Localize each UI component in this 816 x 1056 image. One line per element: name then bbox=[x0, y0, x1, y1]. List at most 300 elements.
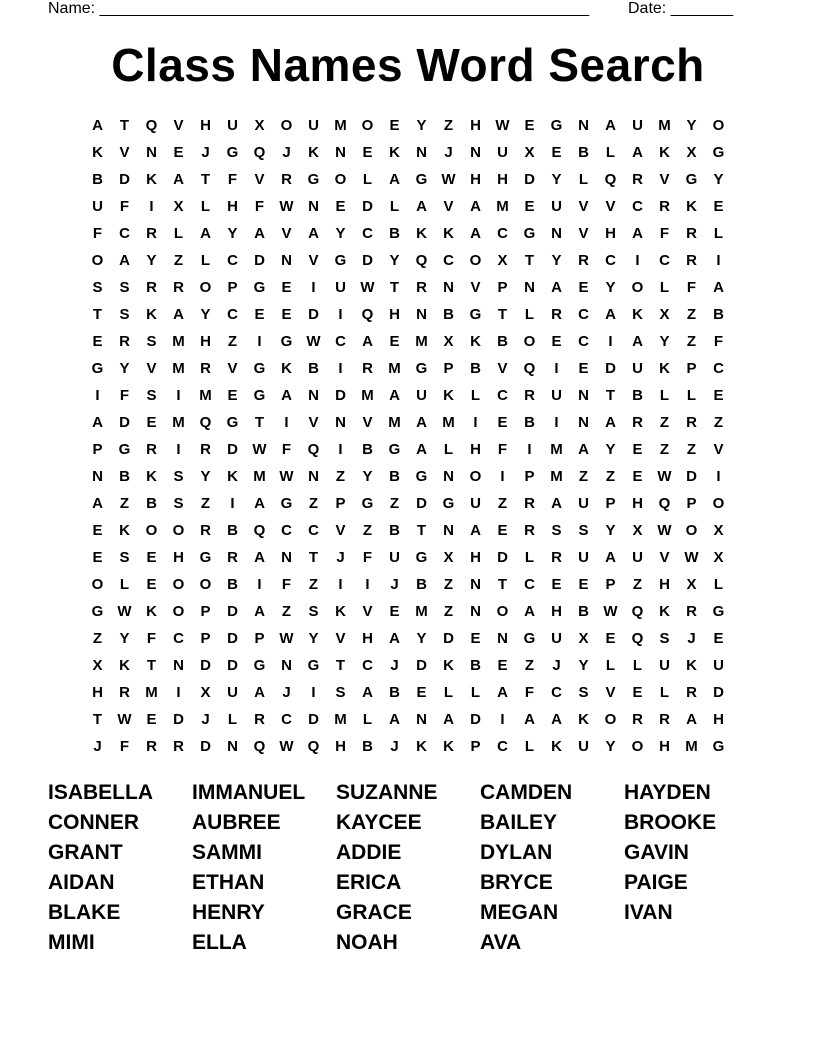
grid-letter[interactable]: B bbox=[92, 171, 103, 188]
grid-letter[interactable]: G bbox=[118, 441, 131, 458]
grid-letter[interactable]: L bbox=[470, 684, 481, 701]
grid-letter[interactable]: P bbox=[200, 630, 211, 647]
grid-letter[interactable]: A bbox=[497, 684, 508, 701]
grid-letter[interactable]: Z bbox=[119, 495, 130, 512]
grid-letter[interactable]: F bbox=[227, 171, 238, 188]
grid-letter[interactable]: A bbox=[416, 414, 427, 431]
grid-letter[interactable]: W bbox=[495, 117, 510, 134]
grid-letter[interactable]: U bbox=[227, 684, 238, 701]
grid-letter[interactable]: G bbox=[550, 117, 563, 134]
grid-letter[interactable]: W bbox=[252, 441, 267, 458]
grid-letter[interactable]: W bbox=[603, 603, 618, 620]
grid-letter[interactable]: H bbox=[173, 549, 184, 566]
grid-letter[interactable]: G bbox=[307, 657, 320, 674]
grid-letter[interactable]: I bbox=[716, 252, 721, 269]
grid-letter[interactable]: U bbox=[92, 198, 103, 215]
grid-letter[interactable]: M bbox=[172, 414, 185, 431]
grid-letter[interactable]: B bbox=[578, 144, 589, 161]
grid-letter[interactable]: E bbox=[551, 333, 562, 350]
grid-letter[interactable]: R bbox=[632, 171, 643, 188]
grid-letter[interactable]: S bbox=[659, 630, 670, 647]
grid-letter[interactable]: Y bbox=[605, 522, 616, 539]
grid-letter[interactable]: E bbox=[389, 117, 400, 134]
grid-letter[interactable]: I bbox=[527, 441, 532, 458]
grid-letter[interactable]: V bbox=[578, 198, 589, 215]
grid-letter[interactable]: H bbox=[605, 225, 616, 242]
grid-letter[interactable]: R bbox=[146, 738, 157, 755]
grid-letter[interactable]: W bbox=[657, 468, 672, 485]
grid-letter[interactable]: Y bbox=[335, 225, 346, 242]
grid-letter[interactable]: J bbox=[390, 657, 399, 674]
grid-letter[interactable]: O bbox=[172, 576, 185, 593]
grid-letter[interactable]: D bbox=[524, 171, 535, 188]
grid-letter[interactable]: F bbox=[362, 549, 373, 566]
grid-letter[interactable]: C bbox=[713, 360, 724, 377]
grid-letter[interactable]: C bbox=[281, 522, 292, 539]
grid-letter[interactable]: D bbox=[497, 549, 508, 566]
grid-letter[interactable]: K bbox=[659, 360, 670, 377]
grid-letter[interactable]: V bbox=[578, 225, 589, 242]
grid-letter[interactable]: G bbox=[388, 441, 401, 458]
grid-letter[interactable]: T bbox=[146, 657, 157, 674]
grid-letter[interactable]: T bbox=[119, 117, 130, 134]
grid-letter[interactable]: A bbox=[281, 387, 292, 404]
grid-letter[interactable]: K bbox=[416, 738, 427, 755]
grid-letter[interactable]: V bbox=[173, 117, 184, 134]
grid-letter[interactable]: I bbox=[176, 684, 181, 701]
grid-letter[interactable]: J bbox=[201, 144, 210, 161]
grid-letter[interactable]: Y bbox=[605, 441, 616, 458]
grid-letter[interactable]: F bbox=[146, 630, 157, 647]
grid-letter[interactable]: A bbox=[200, 225, 211, 242]
grid-letter[interactable]: C bbox=[497, 387, 508, 404]
grid-letter[interactable]: E bbox=[713, 198, 724, 215]
grid-letter[interactable]: C bbox=[362, 225, 373, 242]
grid-letter[interactable]: B bbox=[119, 468, 130, 485]
grid-letter[interactable]: C bbox=[308, 522, 319, 539]
grid-letter[interactable]: D bbox=[443, 630, 454, 647]
grid-letter[interactable]: C bbox=[119, 225, 130, 242]
grid-letter[interactable]: F bbox=[92, 225, 103, 242]
grid-letter[interactable]: Q bbox=[307, 441, 320, 458]
grid-letter[interactable]: B bbox=[497, 333, 508, 350]
grid-letter[interactable]: E bbox=[362, 144, 373, 161]
grid-letter[interactable]: L bbox=[632, 657, 643, 674]
grid-letter[interactable]: V bbox=[362, 603, 373, 620]
grid-letter[interactable]: A bbox=[551, 711, 562, 728]
grid-letter[interactable]: R bbox=[632, 711, 643, 728]
grid-letter[interactable]: B bbox=[389, 684, 400, 701]
grid-letter[interactable]: U bbox=[308, 117, 319, 134]
grid-letter[interactable]: U bbox=[659, 657, 670, 674]
grid-letter[interactable]: L bbox=[659, 279, 670, 296]
grid-letter[interactable]: K bbox=[578, 711, 589, 728]
grid-letter[interactable]: Q bbox=[658, 495, 671, 512]
grid-letter[interactable]: K bbox=[632, 306, 643, 323]
grid-letter[interactable]: K bbox=[92, 144, 103, 161]
grid-letter[interactable]: L bbox=[227, 711, 238, 728]
grid-letter[interactable]: T bbox=[308, 549, 319, 566]
grid-letter[interactable]: B bbox=[362, 738, 373, 755]
grid-letter[interactable]: O bbox=[91, 252, 104, 269]
grid-letter[interactable]: O bbox=[523, 333, 536, 350]
grid-letter[interactable]: A bbox=[524, 711, 535, 728]
grid-letter[interactable]: C bbox=[659, 252, 670, 269]
grid-letter[interactable]: N bbox=[335, 144, 346, 161]
grid-letter[interactable]: A bbox=[578, 441, 589, 458]
grid-letter[interactable]: S bbox=[578, 684, 589, 701]
grid-letter[interactable]: E bbox=[605, 630, 616, 647]
grid-letter[interactable]: B bbox=[362, 441, 373, 458]
grid-letter[interactable]: L bbox=[362, 711, 373, 728]
grid-letter[interactable]: X bbox=[92, 657, 103, 674]
grid-letter[interactable]: U bbox=[632, 549, 643, 566]
grid-letter[interactable]: M bbox=[334, 117, 347, 134]
grid-letter[interactable]: A bbox=[605, 549, 616, 566]
grid-letter[interactable]: E bbox=[551, 576, 562, 593]
grid-letter[interactable]: Z bbox=[632, 576, 643, 593]
grid-letter[interactable]: L bbox=[524, 306, 535, 323]
grid-letter[interactable]: R bbox=[686, 252, 697, 269]
grid-letter[interactable]: E bbox=[227, 387, 238, 404]
grid-letter[interactable]: I bbox=[257, 333, 262, 350]
grid-letter[interactable]: G bbox=[415, 468, 428, 485]
grid-letter[interactable]: O bbox=[685, 522, 698, 539]
grid-letter[interactable]: K bbox=[443, 657, 454, 674]
grid-letter[interactable]: K bbox=[146, 468, 157, 485]
grid-letter[interactable]: V bbox=[254, 171, 265, 188]
grid-letter[interactable]: H bbox=[200, 117, 211, 134]
grid-letter[interactable]: O bbox=[172, 603, 185, 620]
grid-letter[interactable]: Q bbox=[631, 603, 644, 620]
grid-letter[interactable]: D bbox=[200, 738, 211, 755]
grid-letter[interactable]: U bbox=[389, 549, 400, 566]
grid-letter[interactable]: O bbox=[334, 171, 347, 188]
grid-letter[interactable]: R bbox=[551, 549, 562, 566]
grid-letter[interactable]: Z bbox=[92, 630, 103, 647]
grid-letter[interactable]: R bbox=[200, 522, 211, 539]
grid-letter[interactable]: W bbox=[117, 603, 132, 620]
grid-letter[interactable]: N bbox=[497, 630, 508, 647]
grid-letter[interactable]: H bbox=[470, 549, 481, 566]
grid-letter[interactable]: E bbox=[713, 630, 724, 647]
grid-letter[interactable]: E bbox=[416, 684, 427, 701]
grid-letter[interactable]: K bbox=[335, 603, 346, 620]
grid-letter[interactable]: D bbox=[308, 711, 319, 728]
grid-letter[interactable]: N bbox=[578, 117, 589, 134]
grid-letter[interactable]: P bbox=[443, 360, 454, 377]
grid-letter[interactable]: Z bbox=[497, 495, 508, 512]
grid-letter[interactable]: A bbox=[173, 171, 184, 188]
grid-letter[interactable]: N bbox=[416, 306, 427, 323]
grid-letter[interactable]: P bbox=[227, 279, 238, 296]
grid-letter[interactable]: S bbox=[146, 333, 157, 350]
grid-letter[interactable]: H bbox=[200, 333, 211, 350]
grid-letter[interactable]: N bbox=[173, 657, 184, 674]
grid-letter[interactable]: Y bbox=[551, 252, 562, 269]
grid-letter[interactable]: C bbox=[227, 252, 238, 269]
grid-letter[interactable]: V bbox=[281, 225, 292, 242]
grid-letter[interactable]: L bbox=[470, 387, 481, 404]
grid-letter[interactable]: P bbox=[254, 630, 265, 647]
grid-letter[interactable]: E bbox=[497, 657, 508, 674]
grid-letter[interactable]: T bbox=[416, 522, 427, 539]
grid-letter[interactable]: I bbox=[500, 468, 505, 485]
grid-letter[interactable]: I bbox=[338, 576, 343, 593]
grid-letter[interactable]: U bbox=[497, 144, 508, 161]
grid-letter[interactable]: I bbox=[554, 360, 559, 377]
grid-letter[interactable]: D bbox=[227, 630, 238, 647]
grid-letter[interactable]: J bbox=[201, 711, 210, 728]
grid-letter[interactable]: E bbox=[254, 306, 265, 323]
grid-letter[interactable]: A bbox=[254, 684, 265, 701]
grid-letter[interactable]: J bbox=[687, 630, 696, 647]
grid-letter[interactable]: Q bbox=[145, 117, 158, 134]
grid-letter[interactable]: O bbox=[631, 279, 644, 296]
grid-letter[interactable]: C bbox=[281, 711, 292, 728]
grid-letter[interactable]: N bbox=[281, 252, 292, 269]
grid-letter[interactable]: U bbox=[551, 630, 562, 647]
grid-letter[interactable]: L bbox=[443, 441, 454, 458]
grid-letter[interactable]: E bbox=[335, 198, 346, 215]
grid-letter[interactable]: M bbox=[199, 387, 212, 404]
grid-letter[interactable]: U bbox=[551, 198, 562, 215]
grid-letter[interactable]: L bbox=[524, 738, 535, 755]
grid-letter[interactable]: I bbox=[311, 279, 316, 296]
grid-letter[interactable]: E bbox=[551, 144, 562, 161]
grid-letter[interactable]: D bbox=[119, 171, 130, 188]
grid-letter[interactable]: D bbox=[227, 603, 238, 620]
grid-letter[interactable]: E bbox=[146, 414, 157, 431]
grid-letter[interactable]: G bbox=[280, 495, 293, 512]
grid-letter[interactable]: I bbox=[716, 468, 721, 485]
grid-letter[interactable]: R bbox=[659, 711, 670, 728]
grid-letter[interactable]: N bbox=[308, 387, 319, 404]
grid-letter[interactable]: T bbox=[200, 171, 211, 188]
grid-letter[interactable]: D bbox=[119, 414, 130, 431]
grid-letter[interactable]: M bbox=[415, 603, 428, 620]
grid-letter[interactable]: V bbox=[227, 360, 238, 377]
grid-letter[interactable]: W bbox=[279, 738, 294, 755]
grid-letter[interactable]: V bbox=[713, 441, 724, 458]
grid-letter[interactable]: X bbox=[524, 144, 535, 161]
grid-letter[interactable]: R bbox=[119, 684, 130, 701]
grid-letter[interactable]: K bbox=[119, 522, 130, 539]
grid-letter[interactable]: H bbox=[497, 171, 508, 188]
grid-letter[interactable]: M bbox=[334, 711, 347, 728]
grid-letter[interactable]: C bbox=[578, 333, 589, 350]
grid-letter[interactable]: M bbox=[388, 360, 401, 377]
grid-letter[interactable]: U bbox=[416, 387, 427, 404]
grid-letter[interactable]: I bbox=[338, 306, 343, 323]
grid-letter[interactable]: Z bbox=[443, 603, 454, 620]
grid-letter[interactable]: W bbox=[117, 711, 132, 728]
grid-letter[interactable]: F bbox=[119, 738, 130, 755]
grid-letter[interactable]: L bbox=[389, 198, 400, 215]
grid-letter[interactable]: P bbox=[686, 495, 697, 512]
grid-letter[interactable]: K bbox=[551, 738, 562, 755]
grid-letter[interactable]: N bbox=[443, 468, 454, 485]
grid-letter[interactable]: Q bbox=[631, 630, 644, 647]
grid-letter[interactable]: Y bbox=[416, 117, 427, 134]
grid-letter[interactable]: S bbox=[92, 279, 103, 296]
grid-letter[interactable]: M bbox=[658, 117, 671, 134]
grid-letter[interactable]: N bbox=[281, 549, 292, 566]
grid-letter[interactable]: R bbox=[524, 387, 535, 404]
grid-letter[interactable]: G bbox=[253, 279, 266, 296]
grid-letter[interactable]: H bbox=[227, 198, 238, 215]
grid-letter[interactable]: V bbox=[443, 198, 454, 215]
grid-letter[interactable]: L bbox=[200, 198, 211, 215]
grid-letter[interactable]: A bbox=[389, 171, 400, 188]
grid-letter[interactable]: B bbox=[632, 387, 643, 404]
grid-letter[interactable]: I bbox=[608, 333, 613, 350]
grid-letter[interactable]: V bbox=[470, 279, 481, 296]
grid-letter[interactable]: B bbox=[470, 657, 481, 674]
grid-letter[interactable]: O bbox=[199, 279, 212, 296]
grid-letter[interactable]: I bbox=[176, 441, 181, 458]
grid-letter[interactable]: A bbox=[254, 225, 265, 242]
grid-letter[interactable]: Z bbox=[659, 441, 670, 458]
grid-letter[interactable]: S bbox=[146, 387, 157, 404]
grid-letter[interactable]: I bbox=[176, 387, 181, 404]
grid-letter[interactable]: M bbox=[496, 198, 509, 215]
grid-letter[interactable]: T bbox=[254, 414, 265, 431]
grid-letter[interactable]: E bbox=[632, 684, 643, 701]
grid-letter[interactable]: N bbox=[335, 414, 346, 431]
grid-letter[interactable]: E bbox=[470, 630, 481, 647]
grid-letter[interactable]: X bbox=[173, 198, 184, 215]
grid-letter[interactable]: A bbox=[389, 711, 400, 728]
grid-letter[interactable]: C bbox=[362, 657, 373, 674]
grid-letter[interactable]: M bbox=[145, 684, 158, 701]
grid-letter[interactable]: N bbox=[416, 144, 427, 161]
grid-letter[interactable]: E bbox=[497, 522, 508, 539]
grid-letter[interactable]: S bbox=[551, 522, 562, 539]
grid-letter[interactable]: B bbox=[470, 360, 481, 377]
grid-letter[interactable]: H bbox=[470, 117, 481, 134]
grid-letter[interactable]: B bbox=[416, 576, 427, 593]
grid-letter[interactable]: R bbox=[281, 171, 292, 188]
grid-letter[interactable]: Z bbox=[524, 657, 535, 674]
grid-letter[interactable]: E bbox=[632, 441, 643, 458]
grid-letter[interactable]: Y bbox=[146, 252, 157, 269]
grid-letter[interactable]: H bbox=[632, 495, 643, 512]
grid-letter[interactable]: A bbox=[470, 198, 481, 215]
grid-letter[interactable]: D bbox=[362, 252, 373, 269]
grid-letter[interactable]: F bbox=[524, 684, 535, 701]
grid-letter[interactable]: W bbox=[306, 333, 321, 350]
grid-letter[interactable]: I bbox=[149, 198, 154, 215]
grid-letter[interactable]: F bbox=[281, 576, 292, 593]
grid-letter[interactable]: A bbox=[173, 306, 184, 323]
grid-letter[interactable]: J bbox=[282, 684, 291, 701]
grid-letter[interactable]: X bbox=[578, 630, 589, 647]
grid-letter[interactable]: G bbox=[280, 333, 293, 350]
grid-letter[interactable]: R bbox=[146, 279, 157, 296]
grid-letter[interactable]: M bbox=[685, 738, 698, 755]
grid-letter[interactable]: P bbox=[524, 468, 535, 485]
grid-letter[interactable]: O bbox=[469, 252, 482, 269]
grid-letter[interactable]: E bbox=[389, 333, 400, 350]
grid-letter[interactable]: K bbox=[443, 387, 454, 404]
grid-letter[interactable]: R bbox=[551, 306, 562, 323]
grid-letter[interactable]: B bbox=[389, 468, 400, 485]
grid-letter[interactable]: G bbox=[199, 549, 212, 566]
grid-letter[interactable]: J bbox=[552, 657, 561, 674]
grid-letter[interactable]: Z bbox=[362, 522, 373, 539]
grid-letter[interactable]: K bbox=[686, 657, 697, 674]
grid-letter[interactable]: Z bbox=[578, 468, 589, 485]
grid-letter[interactable]: X bbox=[200, 684, 211, 701]
grid-letter[interactable]: P bbox=[686, 360, 697, 377]
grid-letter[interactable]: I bbox=[284, 414, 289, 431]
grid-letter[interactable]: Y bbox=[389, 252, 400, 269]
grid-letter[interactable]: U bbox=[227, 117, 238, 134]
grid-letter[interactable]: J bbox=[282, 144, 291, 161]
grid-letter[interactable]: B bbox=[713, 306, 724, 323]
grid-letter[interactable]: A bbox=[254, 549, 265, 566]
grid-letter[interactable]: H bbox=[470, 171, 481, 188]
grid-letter[interactable]: D bbox=[686, 468, 697, 485]
grid-letter[interactable]: L bbox=[659, 387, 670, 404]
grid-letter[interactable]: A bbox=[686, 711, 697, 728]
grid-letter[interactable]: L bbox=[605, 657, 616, 674]
grid-letter[interactable]: A bbox=[92, 117, 103, 134]
grid-letter[interactable]: Z bbox=[173, 252, 184, 269]
grid-letter[interactable]: O bbox=[91, 576, 104, 593]
grid-letter[interactable]: A bbox=[470, 522, 481, 539]
grid-letter[interactable]: S bbox=[119, 279, 130, 296]
grid-letter[interactable]: A bbox=[254, 495, 265, 512]
grid-letter[interactable]: Y bbox=[605, 738, 616, 755]
grid-letter[interactable]: Z bbox=[308, 576, 319, 593]
grid-letter[interactable]: R bbox=[578, 252, 589, 269]
grid-letter[interactable]: A bbox=[362, 333, 373, 350]
grid-letter[interactable]: D bbox=[308, 306, 319, 323]
grid-letter[interactable]: S bbox=[173, 468, 184, 485]
grid-letter[interactable]: O bbox=[496, 603, 509, 620]
grid-letter[interactable]: C bbox=[524, 576, 535, 593]
grid-letter[interactable]: S bbox=[578, 522, 589, 539]
grid-letter[interactable]: I bbox=[311, 684, 316, 701]
grid-letter[interactable]: N bbox=[281, 657, 292, 674]
grid-letter[interactable]: E bbox=[281, 306, 292, 323]
grid-letter[interactable]: P bbox=[335, 495, 346, 512]
grid-letter[interactable]: F bbox=[497, 441, 508, 458]
grid-letter[interactable]: I bbox=[95, 387, 100, 404]
grid-letter[interactable]: Z bbox=[389, 495, 400, 512]
grid-letter[interactable]: L bbox=[605, 144, 616, 161]
grid-letter[interactable]: P bbox=[605, 495, 616, 512]
grid-letter[interactable]: R bbox=[173, 738, 184, 755]
grid-letter[interactable]: P bbox=[200, 603, 211, 620]
grid-letter[interactable]: A bbox=[308, 225, 319, 242]
grid-letter[interactable]: M bbox=[361, 387, 374, 404]
grid-letter[interactable]: E bbox=[497, 414, 508, 431]
grid-letter[interactable]: W bbox=[684, 549, 699, 566]
grid-letter[interactable]: D bbox=[362, 198, 373, 215]
grid-letter[interactable]: T bbox=[524, 252, 535, 269]
grid-letter[interactable]: N bbox=[146, 144, 157, 161]
grid-letter[interactable]: N bbox=[416, 711, 427, 728]
grid-letter[interactable]: K bbox=[443, 738, 454, 755]
grid-letter[interactable]: C bbox=[497, 738, 508, 755]
grid-letter[interactable]: B bbox=[146, 495, 157, 512]
grid-letter[interactable]: E bbox=[92, 549, 103, 566]
grid-letter[interactable]: D bbox=[200, 657, 211, 674]
grid-letter[interactable]: D bbox=[335, 387, 346, 404]
